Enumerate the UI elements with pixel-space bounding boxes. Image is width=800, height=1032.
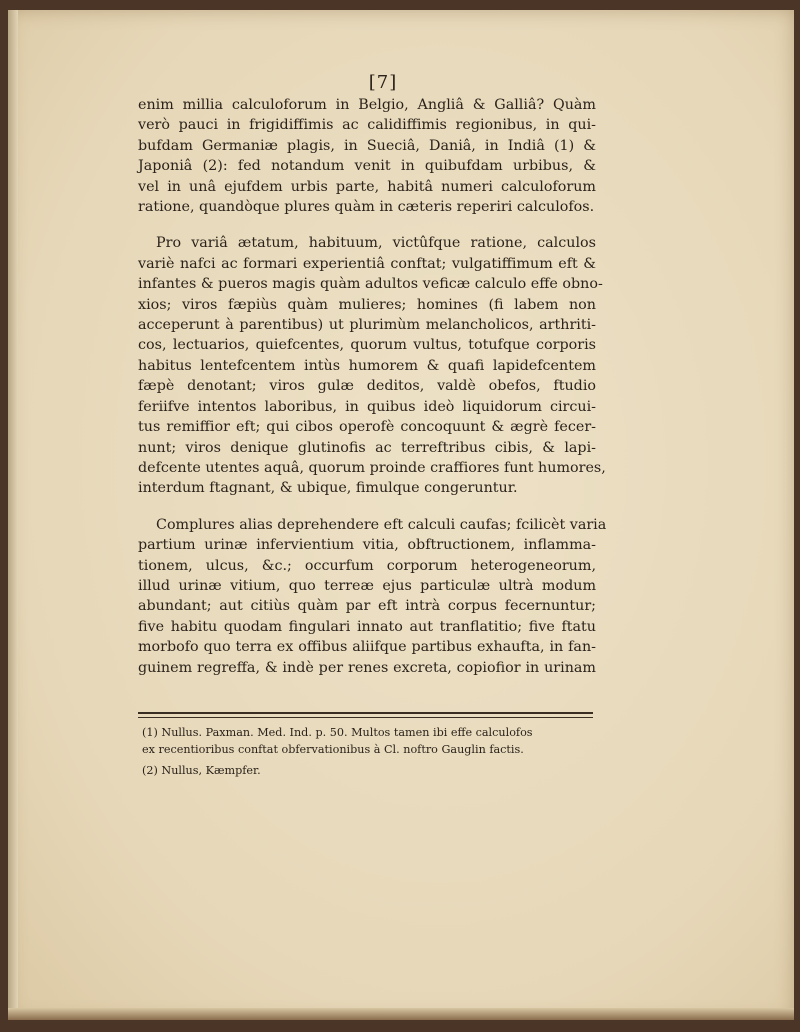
text-line: verò pauci in frigidiffimis ac calidiffimis regionibus, in qui-	[138, 117, 596, 134]
book-page	[8, 10, 794, 1020]
text-line: nunt; viros denique glutinofis ac terreftribus cibis, & lapi-	[138, 439, 596, 456]
text-line: Complures alias deprehendere eft calculi caufas; fcilicèt varia	[156, 516, 607, 533]
footnote-1	[142, 724, 594, 758]
main-text	[138, 95, 607, 678]
text-line: Pro variâ ætatum, habituum, victûfque ratione, calculos	[156, 235, 596, 252]
paragraph-3	[138, 515, 607, 678]
page-bottom-edge	[8, 1008, 794, 1020]
text-line: illud urinæ vitium, quo terreæ ejus particulæ ultrà modum	[138, 577, 596, 594]
text-line: tus remiffior eft; qui cibos operofè concoquunt & ægrè fecer-	[138, 419, 596, 436]
text-line: ratione, quandòque plures quàm in cæteris reperiri calculofos.	[138, 199, 595, 216]
text-line: variè nafci ac formari experientiâ conftat; vulgatiffimum eft &	[138, 255, 596, 272]
text-line: fæpè denotant; viros gulæ deditos, valdè obefos, ftudio	[138, 378, 596, 395]
text-line: feriifve intentos laboribus, in quibus ideò liquidorum circui-	[138, 398, 596, 415]
footnote-line: ex recentioribus conftat obfervationibus à Cl. noftro Gauglin factis.	[142, 743, 524, 756]
paragraph-gap	[138, 499, 596, 515]
text-line: bufdam Germaniæ plagis, in Sueciâ, Daniâ, in Indiâ (1) &	[138, 137, 596, 154]
text-line: guinem regreffa, & indè per renes excreta, copiofior in urinam	[138, 659, 596, 676]
page-number: [7]	[368, 72, 398, 93]
paragraph-1	[138, 95, 596, 217]
footnote-line: (1) Nullus. Paxman. Med. Ind. p. 50. Multos tamen ibi effe calculofos	[142, 726, 533, 739]
footnote-2	[142, 762, 594, 779]
text-line: tionem, ulcus, &c.; occurfum corporum heterogeneorum,	[138, 557, 596, 574]
text-line: enim millia calculoforum in Belgio, Angliâ & Galliâ? Quàm	[138, 97, 596, 113]
paragraph-gap	[138, 217, 596, 233]
footnote-rule	[138, 712, 593, 718]
text-line: xios; viros fæpiùs quàm mulieres; homines (fi labem non	[138, 296, 596, 313]
text-line: five habitu quodam fingulari innato aut tranflatitio; five ftatu	[138, 618, 596, 635]
text-line: interdum ftagnant, & ubique, fimulque congeruntur.	[138, 480, 518, 497]
footnote-line: (2) Nullus, Kæmpfer.	[142, 764, 261, 777]
text-line: Japoniâ (2): fed notandum venit in quibufdam urbibus, &	[138, 158, 596, 175]
text-line: cos, lectuarios, quiefcentes, quorum vultus, totufque corporis	[138, 337, 596, 354]
paragraph-2	[138, 233, 606, 498]
text-line: abundant; aut citiùs quàm par eft intrà corpus fecernuntur;	[138, 598, 596, 615]
footnotes	[142, 724, 594, 779]
text-line: vel in unâ ejufdem urbis parte, habitâ numeri calculoforum	[138, 178, 596, 195]
text-line: infantes & pueros magis quàm adultos veficæ calculo effe obno-	[138, 276, 603, 293]
text-line: morbofo quo terra ex offibus aliifque partibus exhaufta, in fan-	[138, 639, 596, 656]
page-spine-shadow	[8, 10, 18, 1020]
text-line: acceperunt à parentibus) ut plurimùm melancholicos, arthriti-	[138, 317, 596, 334]
text-line: defcente utentes aquâ, quorum proinde craffiores funt humores,	[138, 459, 606, 476]
text-line: partium urinæ infervientium vitia, obftructionem, inflamma-	[138, 537, 596, 554]
text-line: habitus lentefcentem intùs humorem & quafi lapidefcentem	[138, 357, 596, 374]
